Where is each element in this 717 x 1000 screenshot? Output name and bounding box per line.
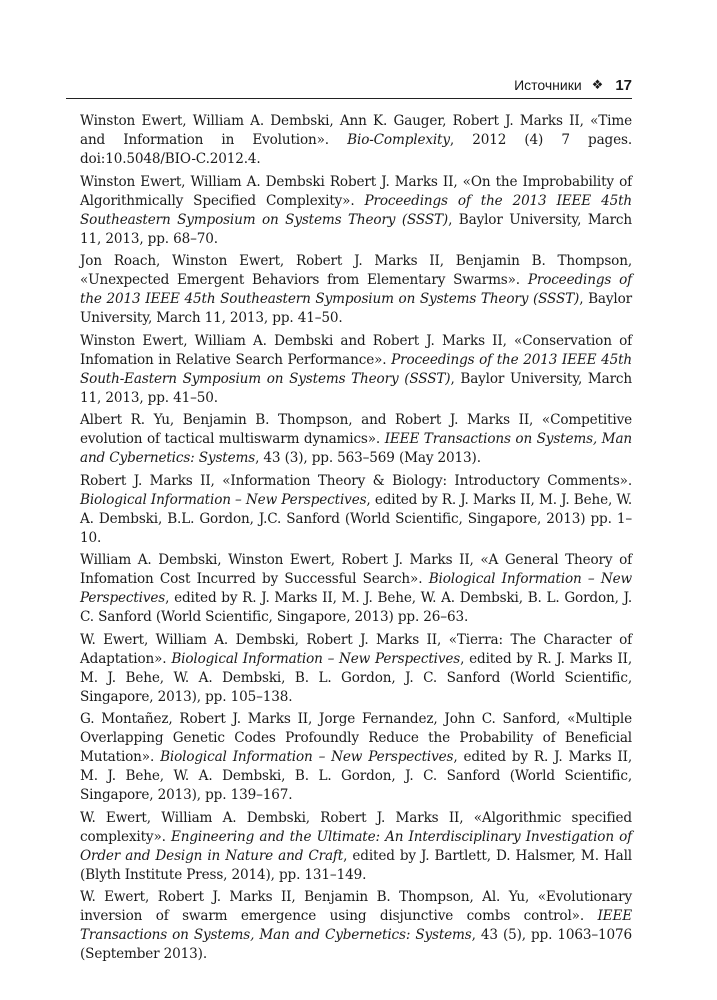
reference-entry: William A. Dembski, Winston Ewert, Robert J. Marks II, «A General Theory of Infomation Cost Incurred by Successful Search». Biological Information – New Perspectives, edited by R. J. Marks II, M. J. Behe, W. A. Dembski, B. L. Gordon, J. C. Sanford (World Scientific, Singapore, 2013) pp. 26–63. xyxy=(80,552,632,625)
reference-entry: Albert R. Yu, Benjamin B. Thompson, and Robert J. Marks II, «Competitive evolution of tactical multiswarm dynamics». IEEE Transactions on Systems, Man and Cybernetics: Systems, 43 (3), pp. 563–569 (May 2013). xyxy=(80,412,633,466)
reference-list xyxy=(80,112,632,968)
reference-entry: W. Ewert, William A. Dembski, Robert J. Marks II, «Tierra: The Character of Adaptation». Biological Information – New Perspectives, edited by R. J. Marks II, M. J. Behe, W. A. Dembski, B. L. Gordon, J. C. Sanford (World Scientific, Singapore, 2013), pp. 105–138. xyxy=(80,631,633,705)
reference-entry: G. Montañez, Robert J. Marks II, Jorge Fernandez, John C. Sanford, «Multiple Overlapping Genetic Codes Profoundly Reduce the Probability of Beneficial Mutation». Biological Information – New Perspectives, edited by R. J. Marks II, M. J. Behe, W. A. Dembski, B. L. Gordon, J. C. Sanford (World Scientific, Singapore, 2013), pp. 139–167. xyxy=(80,711,632,803)
reference-entry: W. Ewert, William A. Dembski, Robert J. Marks II, «Algorithmic specified complexity». Engineering and the Ultimate: An Interdisciplinary Investigation of Order and Design in Nature and Craft, edited by J. Bartlett, D. Halsmer, M. Hall (Blyth Institute Press, 2014), pp. 131–149. xyxy=(80,809,633,883)
page-number: 17 xyxy=(615,76,632,94)
running-header xyxy=(66,74,632,99)
section-title: Источники xyxy=(514,77,582,93)
reference-entry: Winston Ewert, William A. Dembski Robert J. Marks II, «On the Improbability of Algorithmically Specified Complexity». Proceedings of the 2013 IEEE 45th Southeastern Symposium on Systems Theory (SSST), Baylor University, March 11, 2013, pp. 68–70. xyxy=(80,173,632,247)
ornament-icon: ❖ xyxy=(591,77,604,92)
reference-entry: Robert J. Marks II, «Information Theory & Biology: Introductory Comments». Biological Information – New Perspectives, edited by R. J. Marks II, M. J. Behe, W. A. Dembski, B.L. Gordon, J.C. Sanford (World Scientific, Singapore, 2013) pp. 1–10. xyxy=(80,472,633,546)
reference-entry: W. Ewert, Robert J. Marks II, Benjamin B. Thompson, Al. Yu, «Evolutionary inversion of swarm emergence using disjunctive combs control». IEEE Transactions on Systems, Man and Cybernetics: Systems, 43 (5), pp. 1063–1076 (September 2013). xyxy=(80,889,632,962)
reference-entry: Winston Ewert, William A. Dembski and Robert J. Marks II, «Conservation of Infomation in Relative Search Performance». Proceedings of the 2013 IEEE 45th South-Eastern Symposium on Systems Theory (SSST), Baylor University, March 11, 2013, pp. 41–50. xyxy=(80,332,632,406)
reference-entry: Winston Ewert, William A. Dembski, Ann K. Gauger, Robert J. Marks II, «Time and Information in Evolution». Bio-Complexity, 2012 (4) 7 pages. doi:10.5048/BIO-C.2012.4. xyxy=(80,113,632,167)
reference-entry: Jon Roach, Winston Ewert, Robert J. Marks II, Benjamin B. Thompson, «Unexpected Emergent Behaviors from Elementary Swarms». Proceedings of the 2013 IEEE 45th Southeastern Symposium on Systems Theory (SSST), Baylor University, March 11, 2013, pp. 41–50. xyxy=(80,253,632,326)
